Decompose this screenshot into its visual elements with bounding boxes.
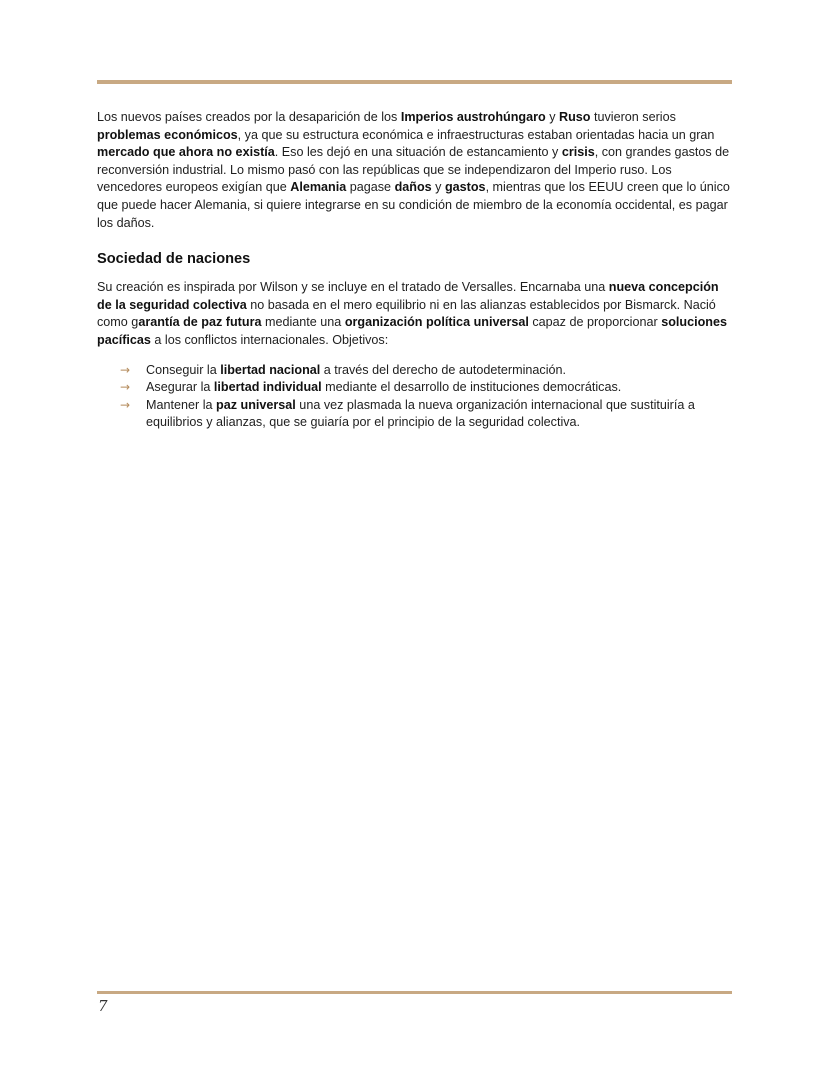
bold-term: Alemania <box>290 180 347 195</box>
arrow-right-icon: → <box>120 362 131 377</box>
header-rule <box>97 80 732 84</box>
arrow-right-icon: → <box>120 380 131 395</box>
bold-term: daños <box>394 180 432 195</box>
bold-term: libertad nacional <box>220 362 321 377</box>
bold-term: crisis <box>561 145 595 160</box>
arrow-right-icon: → <box>120 397 131 412</box>
section-heading: Sociedad de naciones <box>97 251 251 268</box>
bold-term: gastos <box>444 180 486 195</box>
bold-term: problemas económicos <box>97 127 238 142</box>
bold-term: organización política universal <box>344 315 529 330</box>
bold-term: Imperios austrohúngaro <box>400 110 546 124</box>
bold-term: soluciones pacíficas <box>97 315 727 347</box>
bold-term: paz universal <box>216 397 296 412</box>
bold-term: libertad individual <box>213 380 322 395</box>
list-item: → Mantener la paz universal una vez plasmada la nueva organización internacional que sustituiría a equilibrios y alianzas, que se guiaría por el principio de la seguridad colectiva. <box>120 397 695 430</box>
page-content <box>97 109 732 432</box>
list-item: → Conseguir la libertad nacional a través del derecho de autodeterminación. <box>97 362 732 380</box>
bold-term: arantía de paz futura <box>138 315 262 330</box>
objectives-list <box>97 362 732 432</box>
list-item: → Asegurar la libertad individual mediante el desarrollo de instituciones democráticas. <box>97 379 732 397</box>
bold-term: mercado que ahora no existía <box>97 145 275 160</box>
page-number: 7 <box>98 997 108 1015</box>
bold-term: nueva concepción de la seguridad colectiva <box>97 280 719 312</box>
footer-rule <box>97 991 732 994</box>
paragraph-league-of-nations: Su creación es inspirada por Wilson y se incluye en el tratado de Versalles. Encarnaba una nueva concepción de la seguridad colectiva no basada en el mero equilibrio ni en las alianzas establecidos por Bismarck. Nació como garantía de paz futura mediante una organización política universal capaz de proporcionar soluciones pacíficas a los conflictos internacionales. Objetivos: <box>97 280 727 347</box>
paragraph-economic-problems: Los nuevos países creados por la desaparición de los Imperios austrohúngaro y Ruso tuvieron serios problemas económicos, ya que su estructura económica e infraestructuras estaban orientadas hacia un gran mercado que ahora no existía. Eso les dejó en una situación de estancamiento y crisis, con grandes gastos de reconversión industrial. Lo mismo pasó con las repúblicas que se independizaron del Imperio ruso. Los vencedores europeos exigían que Alemania pagase daños y gastos, mientras que los EEUU creen que lo único que puede hacer Alemania, si quiere integrarse en su condición de miembro de la economía occidental, es pagar los daños. <box>97 110 730 230</box>
bold-term: Ruso <box>559 110 591 124</box>
